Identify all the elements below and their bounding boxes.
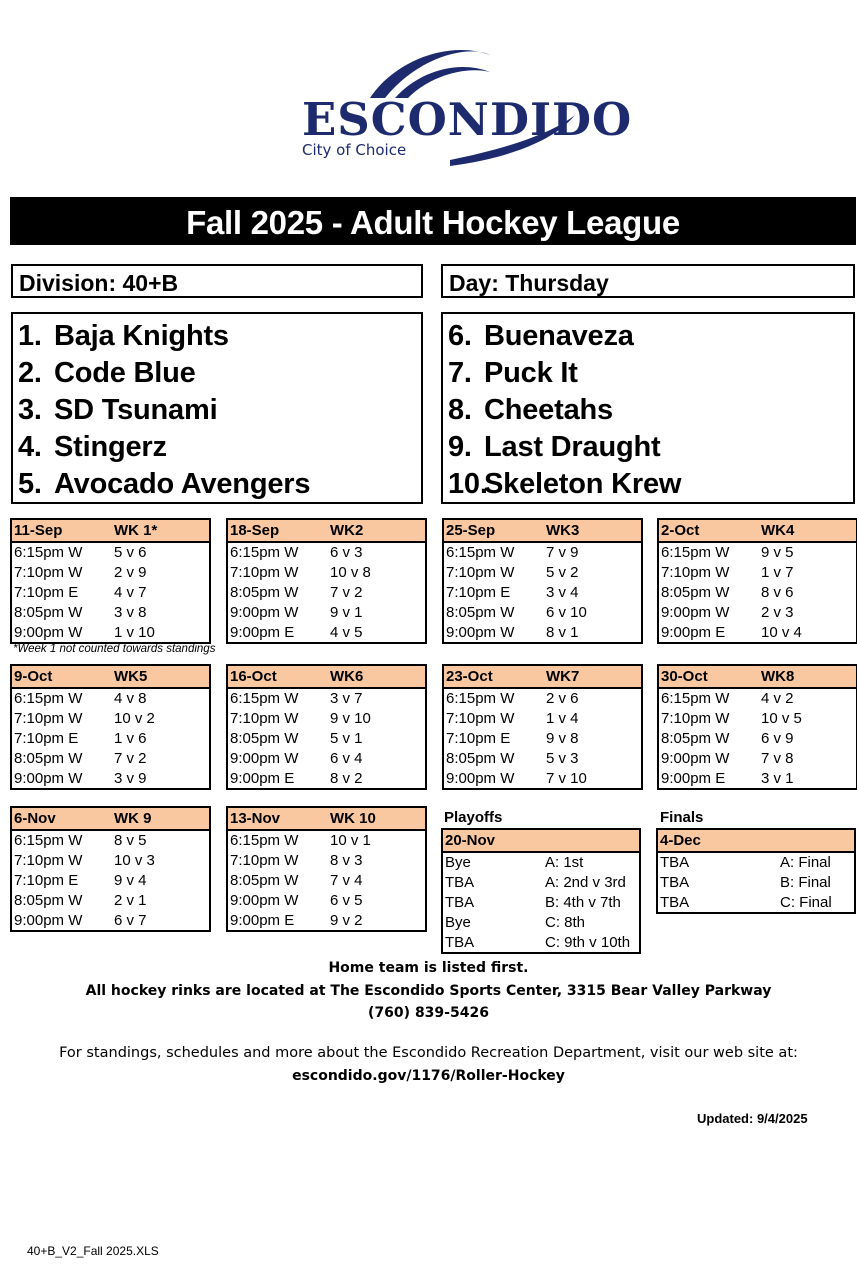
week-number: WK4 [761, 522, 795, 539]
finals-slot: TBA [660, 854, 690, 871]
playoffs-row [443, 853, 639, 873]
game-row [12, 911, 209, 930]
game-matchup: 10 v 2 [114, 710, 155, 727]
week-date: 9-Oct [14, 668, 53, 685]
game-row [228, 603, 425, 623]
game-time: 8:05pm W [230, 584, 299, 601]
week-number: WK7 [546, 668, 580, 685]
game-row [12, 603, 209, 623]
finals-row [658, 873, 854, 893]
updated-date: Updated: 9/4/2025 [697, 1111, 808, 1126]
game-row [12, 871, 209, 891]
game-row [444, 769, 641, 788]
finals-label: Finals [660, 809, 704, 826]
game-time: 8:05pm W [446, 604, 515, 621]
playoffs-slot: TBA [445, 874, 475, 891]
finals-row [658, 853, 854, 873]
game-matchup: 7 v 2 [330, 584, 363, 601]
game-row [228, 583, 425, 603]
week-date: 30-Oct [661, 668, 708, 685]
week-date: 25-Sep [446, 522, 496, 539]
playoffs-matchup: C: 9th v 10th [545, 934, 631, 951]
finals-row [658, 893, 854, 912]
game-time: 9:00pm E [230, 624, 295, 641]
game-row [12, 623, 209, 642]
game-row [228, 851, 425, 871]
game-row [444, 543, 641, 563]
game-time: 6:15pm W [661, 690, 730, 707]
week-number: WK 9 [114, 810, 152, 827]
game-time: 6:15pm W [230, 544, 299, 561]
website-link[interactable]: escondido.gov/1176/Roller-Hockey [292, 1068, 565, 1084]
game-matchup: 10 v 4 [761, 624, 802, 641]
week-date: 6-Nov [14, 810, 56, 827]
game-matchup: 8 v 2 [330, 770, 363, 787]
game-row [659, 769, 856, 788]
playoffs-label: Playoffs [444, 809, 503, 826]
week-header [659, 520, 856, 543]
game-time: 9:00pm W [446, 624, 515, 641]
team-item: 8. Cheetahs [448, 394, 613, 426]
week-header [228, 808, 425, 831]
game-row [444, 583, 641, 603]
game-matchup: 6 v 5 [330, 892, 363, 909]
game-time: 8:05pm W [14, 750, 83, 767]
game-time: 7:10pm E [446, 730, 511, 747]
week-number: WK 1* [114, 522, 158, 539]
week-table [226, 664, 427, 790]
game-time: 6:15pm W [230, 832, 299, 849]
game-time: 9:00pm W [230, 604, 299, 621]
game-matchup: 2 v 9 [114, 564, 147, 581]
week-date: 23-Oct [446, 668, 493, 685]
game-row [228, 543, 425, 563]
game-time: 7:10pm W [230, 852, 299, 869]
week-table [657, 518, 857, 644]
game-matchup: 4 v 7 [114, 584, 147, 601]
playoffs-row [443, 933, 639, 952]
week-header [12, 666, 209, 689]
game-time: 9:00pm W [230, 892, 299, 909]
game-row [12, 563, 209, 583]
game-matchup: 5 v 6 [114, 544, 147, 561]
game-matchup: 9 v 5 [761, 544, 794, 561]
home-team-note: Home team is listed first. [328, 960, 529, 976]
game-time: 7:10pm E [14, 872, 79, 889]
game-row [659, 603, 856, 623]
week-table [442, 518, 643, 644]
game-time: 6:15pm W [446, 690, 515, 707]
game-time: 6:15pm W [14, 832, 83, 849]
playoffs-row [443, 873, 639, 893]
logo-wordmark: ESCONDIDO [302, 93, 633, 146]
game-row [228, 911, 425, 930]
finals-slot: TBA [660, 894, 690, 911]
game-matchup: 6 v 4 [330, 750, 363, 767]
game-matchup: 2 v 6 [546, 690, 579, 707]
game-matchup: 5 v 2 [546, 564, 579, 581]
week-table [10, 664, 211, 790]
game-row [12, 749, 209, 769]
game-matchup: 9 v 10 [330, 710, 371, 727]
playoffs-row [443, 893, 639, 913]
game-row [659, 563, 856, 583]
game-matchup: 3 v 8 [114, 604, 147, 621]
game-time: 7:10pm E [446, 584, 511, 601]
game-row [444, 623, 641, 642]
game-matchup: 7 v 9 [546, 544, 579, 561]
game-matchup: 7 v 8 [761, 750, 794, 767]
game-row [228, 891, 425, 911]
game-matchup: 10 v 5 [761, 710, 802, 727]
week-number: WK5 [114, 668, 148, 685]
game-time: 7:10pm W [14, 710, 83, 727]
playoffs-row [443, 913, 639, 933]
game-time: 8:05pm W [14, 892, 83, 909]
finals-matchup: A: Final [780, 854, 831, 871]
game-matchup: 3 v 1 [761, 770, 794, 787]
playoffs-slot: Bye [445, 854, 471, 871]
week-table [442, 664, 643, 790]
finals-header: 4-Dec [658, 830, 854, 853]
team-item: 1. Baja Knights [18, 320, 229, 352]
game-time: 7:10pm W [446, 710, 515, 727]
game-matchup: 6 v 3 [330, 544, 363, 561]
finals-matchup: C: Final [780, 894, 832, 911]
game-matchup: 10 v 3 [114, 852, 155, 869]
game-time: 8:05pm W [661, 584, 730, 601]
game-time: 7:10pm W [446, 564, 515, 581]
game-row [228, 729, 425, 749]
game-row [12, 689, 209, 709]
game-row [12, 543, 209, 563]
game-matchup: 6 v 9 [761, 730, 794, 747]
rinks-note: All hockey rinks are located at The Escondido Sports Center, 3315 Bear Valley Parkway [85, 983, 772, 999]
team-item: 9. Last Draught [448, 431, 661, 463]
week-header [228, 666, 425, 689]
game-matchup: 7 v 4 [330, 872, 363, 889]
game-matchup: 3 v 9 [114, 770, 147, 787]
playoffs-matchup: A: 2nd v 3rd [545, 874, 626, 891]
team-list-left [11, 312, 423, 504]
week-number: WK6 [330, 668, 364, 685]
game-matchup: 10 v 8 [330, 564, 371, 581]
game-time: 7:10pm W [14, 852, 83, 869]
team-list-right [441, 312, 855, 504]
week-header [659, 666, 856, 689]
week-header [444, 520, 641, 543]
game-time: 6:15pm W [446, 544, 515, 561]
standings-note: For standings, schedules and more about the Escondido Recreation Department, visit our web site at: [59, 1045, 798, 1061]
game-row [444, 729, 641, 749]
game-time: 8:05pm W [446, 750, 515, 767]
week-date: 18-Sep [230, 522, 280, 539]
playoffs-slot: TBA [445, 934, 475, 951]
game-time: 6:15pm W [230, 690, 299, 707]
game-row [659, 623, 856, 642]
game-row [228, 709, 425, 729]
game-row [228, 689, 425, 709]
logo-tagline: City of Choice [302, 141, 407, 159]
game-matchup: 4 v 2 [761, 690, 794, 707]
game-row [12, 729, 209, 749]
game-row [12, 769, 209, 788]
game-matchup: 8 v 5 [114, 832, 147, 849]
game-matchup: 1 v 6 [114, 730, 147, 747]
game-row [444, 603, 641, 623]
team-item: 5. Avocado Avengers [18, 468, 311, 500]
game-row [12, 709, 209, 729]
city-logo [300, 40, 633, 170]
game-matchup: 9 v 4 [114, 872, 147, 889]
game-time: 7:10pm E [14, 730, 79, 747]
game-time: 9:00pm E [661, 624, 726, 641]
game-matchup: 3 v 7 [330, 690, 363, 707]
finals-matchup: B: Final [780, 874, 831, 891]
week-table [10, 806, 211, 932]
game-time: 9:00pm W [230, 750, 299, 767]
game-time: 8:05pm W [230, 872, 299, 889]
game-time: 7:10pm E [14, 584, 79, 601]
game-matchup: 1 v 10 [114, 624, 155, 641]
team-item: 3. SD Tsunami [18, 394, 218, 426]
team-item: 7. Puck It [448, 357, 578, 389]
game-matchup: 6 v 10 [546, 604, 587, 621]
game-row [228, 749, 425, 769]
game-row [444, 709, 641, 729]
game-time: 9:00pm E [230, 770, 295, 787]
game-matchup: 7 v 10 [546, 770, 587, 787]
week-header [444, 666, 641, 689]
week-header [228, 520, 425, 543]
game-row [228, 831, 425, 851]
game-matchup: 8 v 6 [761, 584, 794, 601]
game-row [228, 871, 425, 891]
game-matchup: 1 v 7 [761, 564, 794, 581]
team-item: 10.Skeleton Krew [448, 468, 682, 500]
game-matchup: 7 v 2 [114, 750, 147, 767]
playoffs-slot: TBA [445, 894, 475, 911]
game-matchup: 2 v 3 [761, 604, 794, 621]
game-matchup: 9 v 8 [546, 730, 579, 747]
week-date: 2-Oct [661, 522, 700, 539]
game-time: 9:00pm W [661, 604, 730, 621]
game-row [12, 891, 209, 911]
game-row [12, 851, 209, 871]
team-item: 2. Code Blue [18, 357, 196, 389]
game-time: 9:00pm E [230, 912, 295, 929]
finals-table [656, 828, 856, 914]
game-row [659, 543, 856, 563]
playoffs-matchup: C: 8th [545, 914, 586, 931]
week-header [12, 808, 209, 831]
game-matchup: 4 v 5 [330, 624, 363, 641]
playoffs-table [441, 828, 641, 954]
file-name: 40+B_V2_Fall 2025.XLS [27, 1244, 159, 1258]
division-box: Division: 40+B [11, 264, 423, 298]
game-matchup: 5 v 1 [330, 730, 363, 747]
phone-number: (760) 839-5426 [368, 1005, 489, 1021]
game-time: 9:00pm W [14, 770, 83, 787]
game-matchup: 9 v 1 [330, 604, 363, 621]
game-matchup: 4 v 8 [114, 690, 147, 707]
week-table [657, 664, 857, 790]
game-matchup: 8 v 1 [546, 624, 579, 641]
week-number: WK8 [761, 668, 795, 685]
game-time: 7:10pm W [14, 564, 83, 581]
game-time: 6:15pm W [14, 690, 83, 707]
game-row [659, 689, 856, 709]
playoffs-header: 20-Nov [443, 830, 639, 853]
game-row [659, 749, 856, 769]
game-row [228, 563, 425, 583]
game-row [12, 831, 209, 851]
week-table [226, 806, 427, 932]
game-row [228, 623, 425, 642]
week-date: 13-Nov [230, 810, 281, 827]
game-time: 9:00pm W [446, 770, 515, 787]
week1-note: *Week 1 not counted towards standings [13, 643, 216, 655]
game-time: 9:00pm E [661, 770, 726, 787]
week-table [10, 518, 211, 644]
week-header [12, 520, 209, 543]
game-time: 6:15pm W [14, 544, 83, 561]
game-time: 9:00pm W [14, 624, 83, 641]
game-time: 7:10pm W [661, 710, 730, 727]
game-time: 8:05pm W [14, 604, 83, 621]
game-matchup: 1 v 4 [546, 710, 579, 727]
playoffs-matchup: A: 1st [545, 854, 584, 871]
week-date: 11-Sep [14, 522, 63, 539]
game-time: 9:00pm W [661, 750, 730, 767]
game-time: 7:10pm W [230, 564, 299, 581]
game-matchup: 3 v 4 [546, 584, 579, 601]
finals-slot: TBA [660, 874, 690, 891]
game-row [444, 689, 641, 709]
team-item: 4. Stingerz [18, 431, 167, 463]
week-number: WK 10 [330, 810, 376, 827]
game-time: 9:00pm W [14, 912, 83, 929]
game-matchup: 6 v 7 [114, 912, 147, 929]
playoffs-matchup: B: 4th v 7th [545, 894, 621, 911]
game-time: 6:15pm W [661, 544, 730, 561]
week-number: WK3 [546, 522, 580, 539]
game-matchup: 8 v 3 [330, 852, 363, 869]
game-row [444, 749, 641, 769]
team-item: 6. Buenaveza [448, 320, 634, 352]
day-box: Day: Thursday [441, 264, 855, 298]
playoffs-slot: Bye [445, 914, 471, 931]
game-row [659, 583, 856, 603]
page-title: Fall 2025 - Adult Hockey League [10, 197, 856, 245]
game-matchup: 9 v 2 [330, 912, 363, 929]
game-row [659, 709, 856, 729]
game-row [12, 583, 209, 603]
week-date: 16-Oct [230, 668, 277, 685]
game-row [444, 563, 641, 583]
week-number: WK2 [330, 522, 364, 539]
game-matchup: 5 v 3 [546, 750, 579, 767]
game-matchup: 2 v 1 [114, 892, 147, 909]
game-time: 8:05pm W [230, 730, 299, 747]
game-row [228, 769, 425, 788]
week-table [226, 518, 427, 644]
game-row [659, 729, 856, 749]
game-matchup: 10 v 1 [330, 832, 371, 849]
game-time: 8:05pm W [661, 730, 730, 747]
game-time: 7:10pm W [230, 710, 299, 727]
game-time: 7:10pm W [661, 564, 730, 581]
